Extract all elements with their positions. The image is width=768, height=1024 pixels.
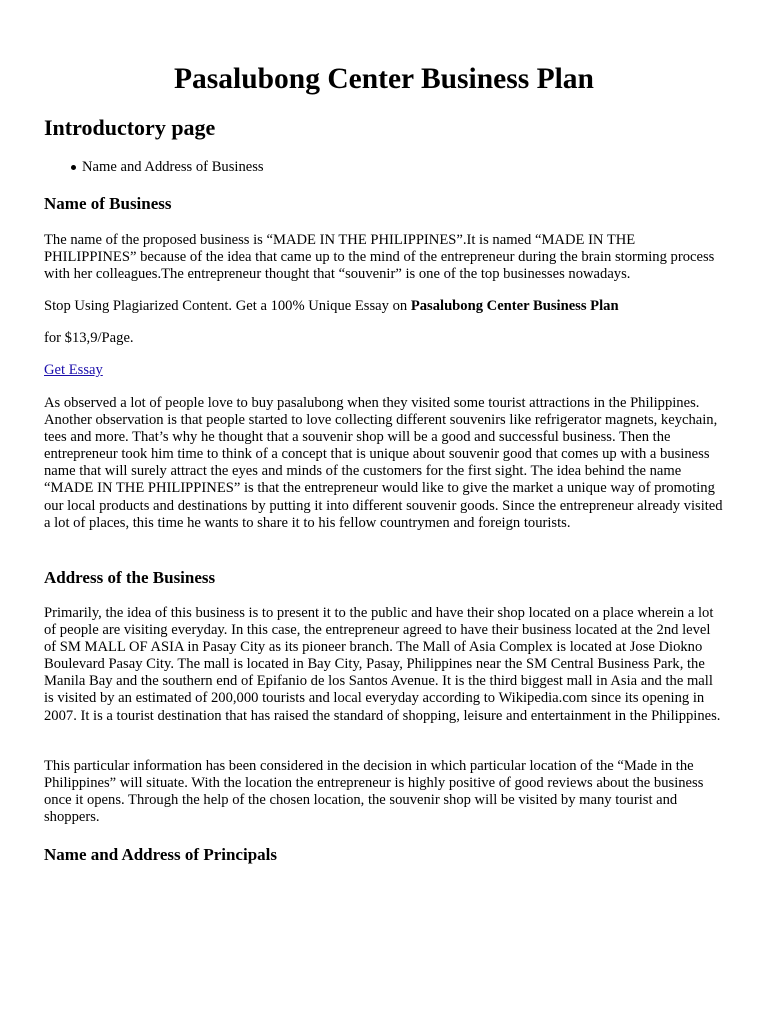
intro-bullet-list [44,158,264,177]
list-item [44,158,264,177]
address-paragraph-1: Primarily, the idea of this business is to present it to the public and have their shop located on a place wherein a lot of people are visiting everyday. In this case, the entrepreneur agreed to have their business located at the 2nd level of SM MALL OF ASIA in Pasay City as its pioneer branch. The Mall of Asia Complex is located at Jose Diokno Boulevard Pasay City. The mall is located in Bay City, Pasay, Philippines near the SM Central Business Park, the Manila Bay and the southern end of Epifanio de los Santos Avenue. It is the third biggest mall in Asia and the mall is visited by an estimated of 200,000 tourists and local everyday according to Wikipedia.com since its opening in 2007. It is a tourist destination that has raised the standard of shopping, leisure and entertainment in the Philippines. [44,605,721,724]
get-essay-link[interactable]: Get Essay [44,362,103,378]
get-essay-paragraph [44,362,724,379]
section-address-heading: Address of the Business [44,568,216,587]
section-principals-heading: Name and Address of Principals [44,845,277,864]
address-paragraph-2: This particular information has been considered in the decision in which particular location of the “Made in the Philippines” will situate. With the location the entrepreneur is highly positive of good reviews about the business once it opens. Through the help of the chosen location, the souvenir shop will be visited by many tourist and shoppers. [44,758,704,826]
promo-paragraph [44,298,724,315]
observation-paragraph: As observed a lot of people love to buy pasalubong when they visited some tourist attractions in the Philippines. Another observation is that people started to love collecting different souvenirs like refrigerator magnets, keychain, tees and more. That’s why he thought that a souvenir shop will be a good and successful business. Then the entrepreneur took him time to think of a concept that is unique about souvenir good that comes up with a business name that will surely attract the eyes and minds of the customers for the first sight. The idea behind the name “MADE IN THE PHILIPPINES” is that the entrepreneur would like to give the market a unique way of promoting our local products and destinations by putting it into different souvenir goods. Since the entrepreneur already visited a lot of places, this time he wants to share it to his fellow countrymen and foreign tourists. [44,395,723,531]
promo-text: Stop Using Plagiarized Content. Get a 100% Unique Essay on [44,298,411,314]
price-text: for $13,9/Page. [44,330,134,346]
intro-heading: Introductory page [44,115,216,140]
promo-bold-title: Pasalubong Center Business Plan [410,298,619,314]
list-item-text: Name and Address of Business [82,159,264,175]
section-name-paragraph: The name of the proposed business is “MADE IN THE PHILIPPINES”.It is named “MADE IN THE PHILIPPINES” because of the idea that came up to the mind of the entrepreneur during the brain storming process with her colleagues.The entrepreneur thought that “souvenir” is one of the top businesses nowadays. [44,232,715,283]
section-name-heading: Name of Business [44,194,172,213]
bullet-icon [71,165,76,170]
document-title: Pasalubong Center Business Plan [174,63,594,95]
